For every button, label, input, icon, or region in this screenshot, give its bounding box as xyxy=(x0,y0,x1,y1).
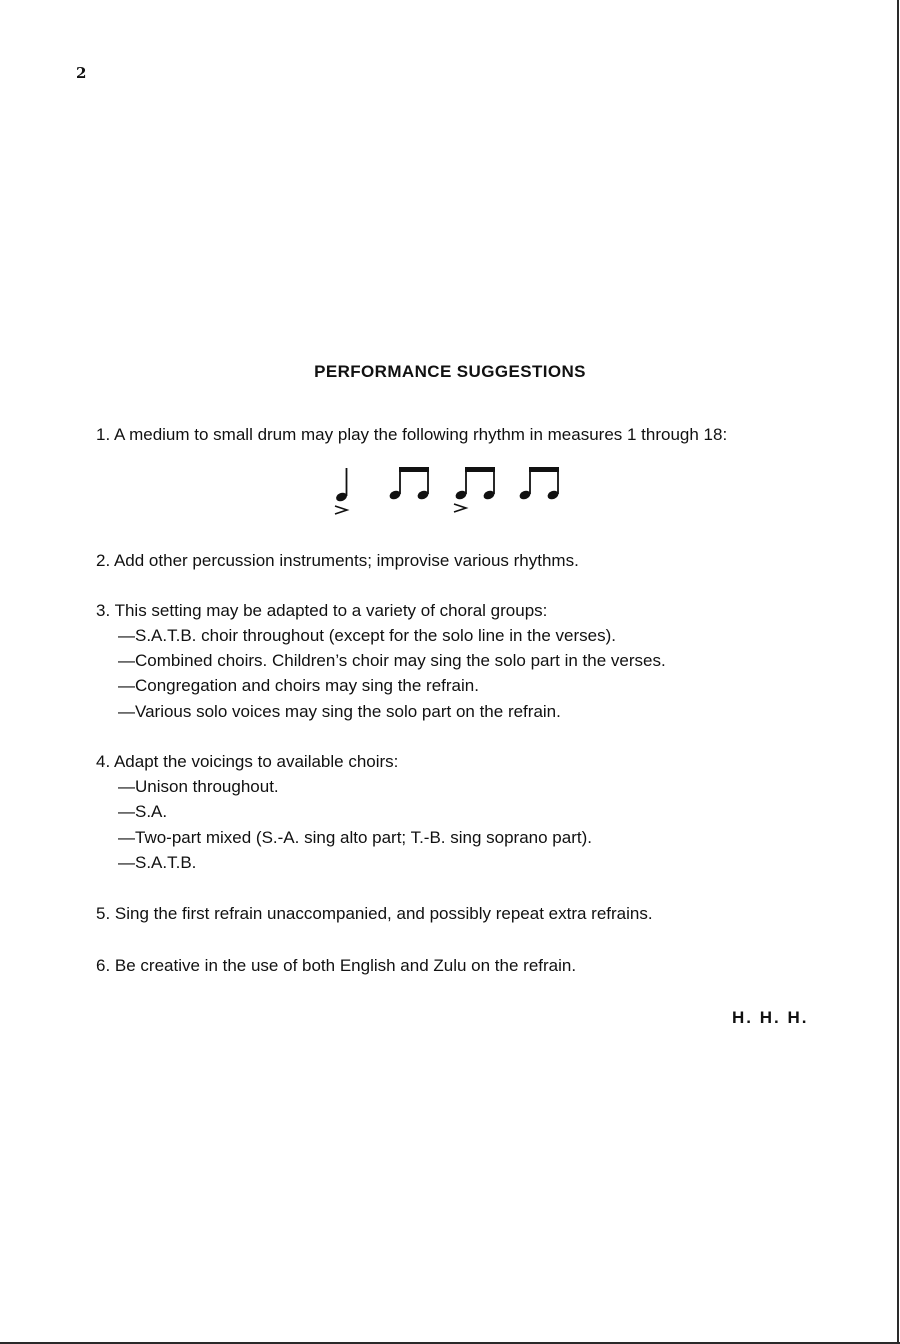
suggestion-6: 6. Be creative in the use of both English and Zulu on the refrain. xyxy=(96,956,577,975)
suggestion-4-option: —Two-part mixed (S.-A. sing alto part; T.-B. sing soprano part). xyxy=(118,828,592,847)
suggestion-3-option: —S.A.T.B. choir throughout (except for the solo line in the verses). xyxy=(118,626,616,645)
suggestion-3-option: —Combined choirs. Children’s choir may sing the solo part in the verses. xyxy=(118,651,666,670)
drum-rhythm-notation xyxy=(322,462,572,520)
suggestion-3-option: —Congregation and choirs may sing the refrain. xyxy=(118,676,479,695)
page-title: PERFORMANCE SUGGESTIONS xyxy=(314,362,586,381)
suggestion-4-option: —Unison throughout. xyxy=(118,777,279,796)
author-initials: H. H. H. xyxy=(732,1008,809,1027)
rhythm-note-quarter-accent xyxy=(335,468,348,514)
page-right-edge xyxy=(897,0,899,1344)
suggestion-4-option: —S.A. xyxy=(118,802,168,821)
rhythm-note-eighth-pair-3 xyxy=(518,467,559,501)
page-number: 2 xyxy=(76,64,87,82)
rhythm-note-eighth-pair-1 xyxy=(388,467,429,501)
suggestion-3-option: —Various solo voices may sing the solo part on the refrain. xyxy=(118,702,561,721)
suggestion-1: 1. A medium to small drum may play the following rhythm in measures 1 through 18: xyxy=(96,425,728,444)
suggestion-2: 2. Add other percussion instruments; improvise various rhythms. xyxy=(96,551,579,570)
suggestion-4-option: —S.A.T.B. xyxy=(118,853,197,872)
suggestion-4: 4. Adapt the voicings to available choirs: xyxy=(96,752,399,771)
suggestion-3: 3. This setting may be adapted to a variety of choral groups: xyxy=(96,601,548,620)
rhythm-note-eighth-pair-2 xyxy=(454,467,496,512)
suggestion-5: 5. Sing the first refrain unaccompanied, and possibly repeat extra refrains. xyxy=(96,904,653,923)
